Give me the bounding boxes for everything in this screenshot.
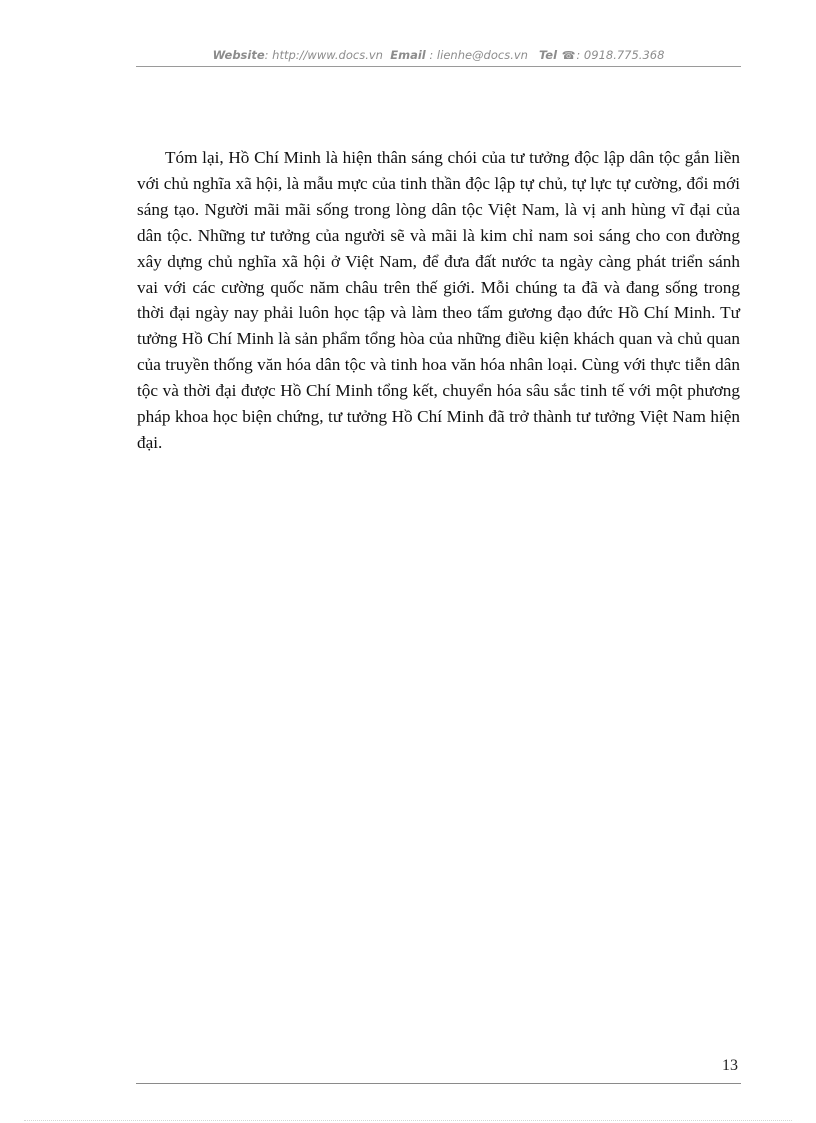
footer-rule — [136, 1083, 741, 1084]
header-rule — [136, 66, 741, 67]
body-paragraph: Tóm lại, Hồ Chí Minh là hiện thân sáng chói của tư tưởng độc lập dân tộc gắn liền với chủ nghĩa xã hội, là mẫu mực của tinh thần độc lập tự chủ, tự lực tự cường, đổi mới sáng tạo. Người mãi mãi sống trong lòng dân tộc Việt Nam, là vị anh hùng vĩ đại của dân tộc. Những tư tưởng của người sẽ và mãi là kim chỉ nam soi sáng cho con đường xây dựng chủ nghĩa xã hội ở Việt Nam, để đưa đất nước ta ngày càng phát triển sánh vai với các cường quốc năm châu trên thế giới. Mỗi chúng ta đã và đang sống trong thời đại ngày nay phải luôn học tập và làm theo tấm gương đạo đức Hồ Chí Minh. Tư tưởng Hồ Chí Minh là sản phẩm tổng hòa của những điều kiện khách quan và chủ quan của truyền thống văn hóa dân tộc và tinh hoa văn hóa nhân loại. Cùng với thực tiễn dân tộc và thời đại được Hồ Chí Minh tổng kết, chuyển hóa sâu sắc tinh tế với một phương pháp khoa học biện chứng, tư tưởng Hồ Chí Minh đã trở thành tư tưởng Việt Nam hiện đại. — [137, 148, 740, 452]
page-bottom-dotted-line — [24, 1120, 792, 1121]
tel-value: : 0918.775.368 — [576, 48, 665, 62]
website-value: : http://www.docs.vn — [264, 48, 383, 62]
telephone-icon: ☎ — [561, 49, 576, 62]
page-header — [136, 47, 741, 64]
tel-label: Tel — [538, 48, 558, 62]
email-value: : lienhe@docs.vn — [429, 48, 528, 62]
email-label: Email — [390, 48, 426, 62]
website-label: Website — [212, 48, 265, 62]
page-number: 13 — [722, 1057, 738, 1074]
